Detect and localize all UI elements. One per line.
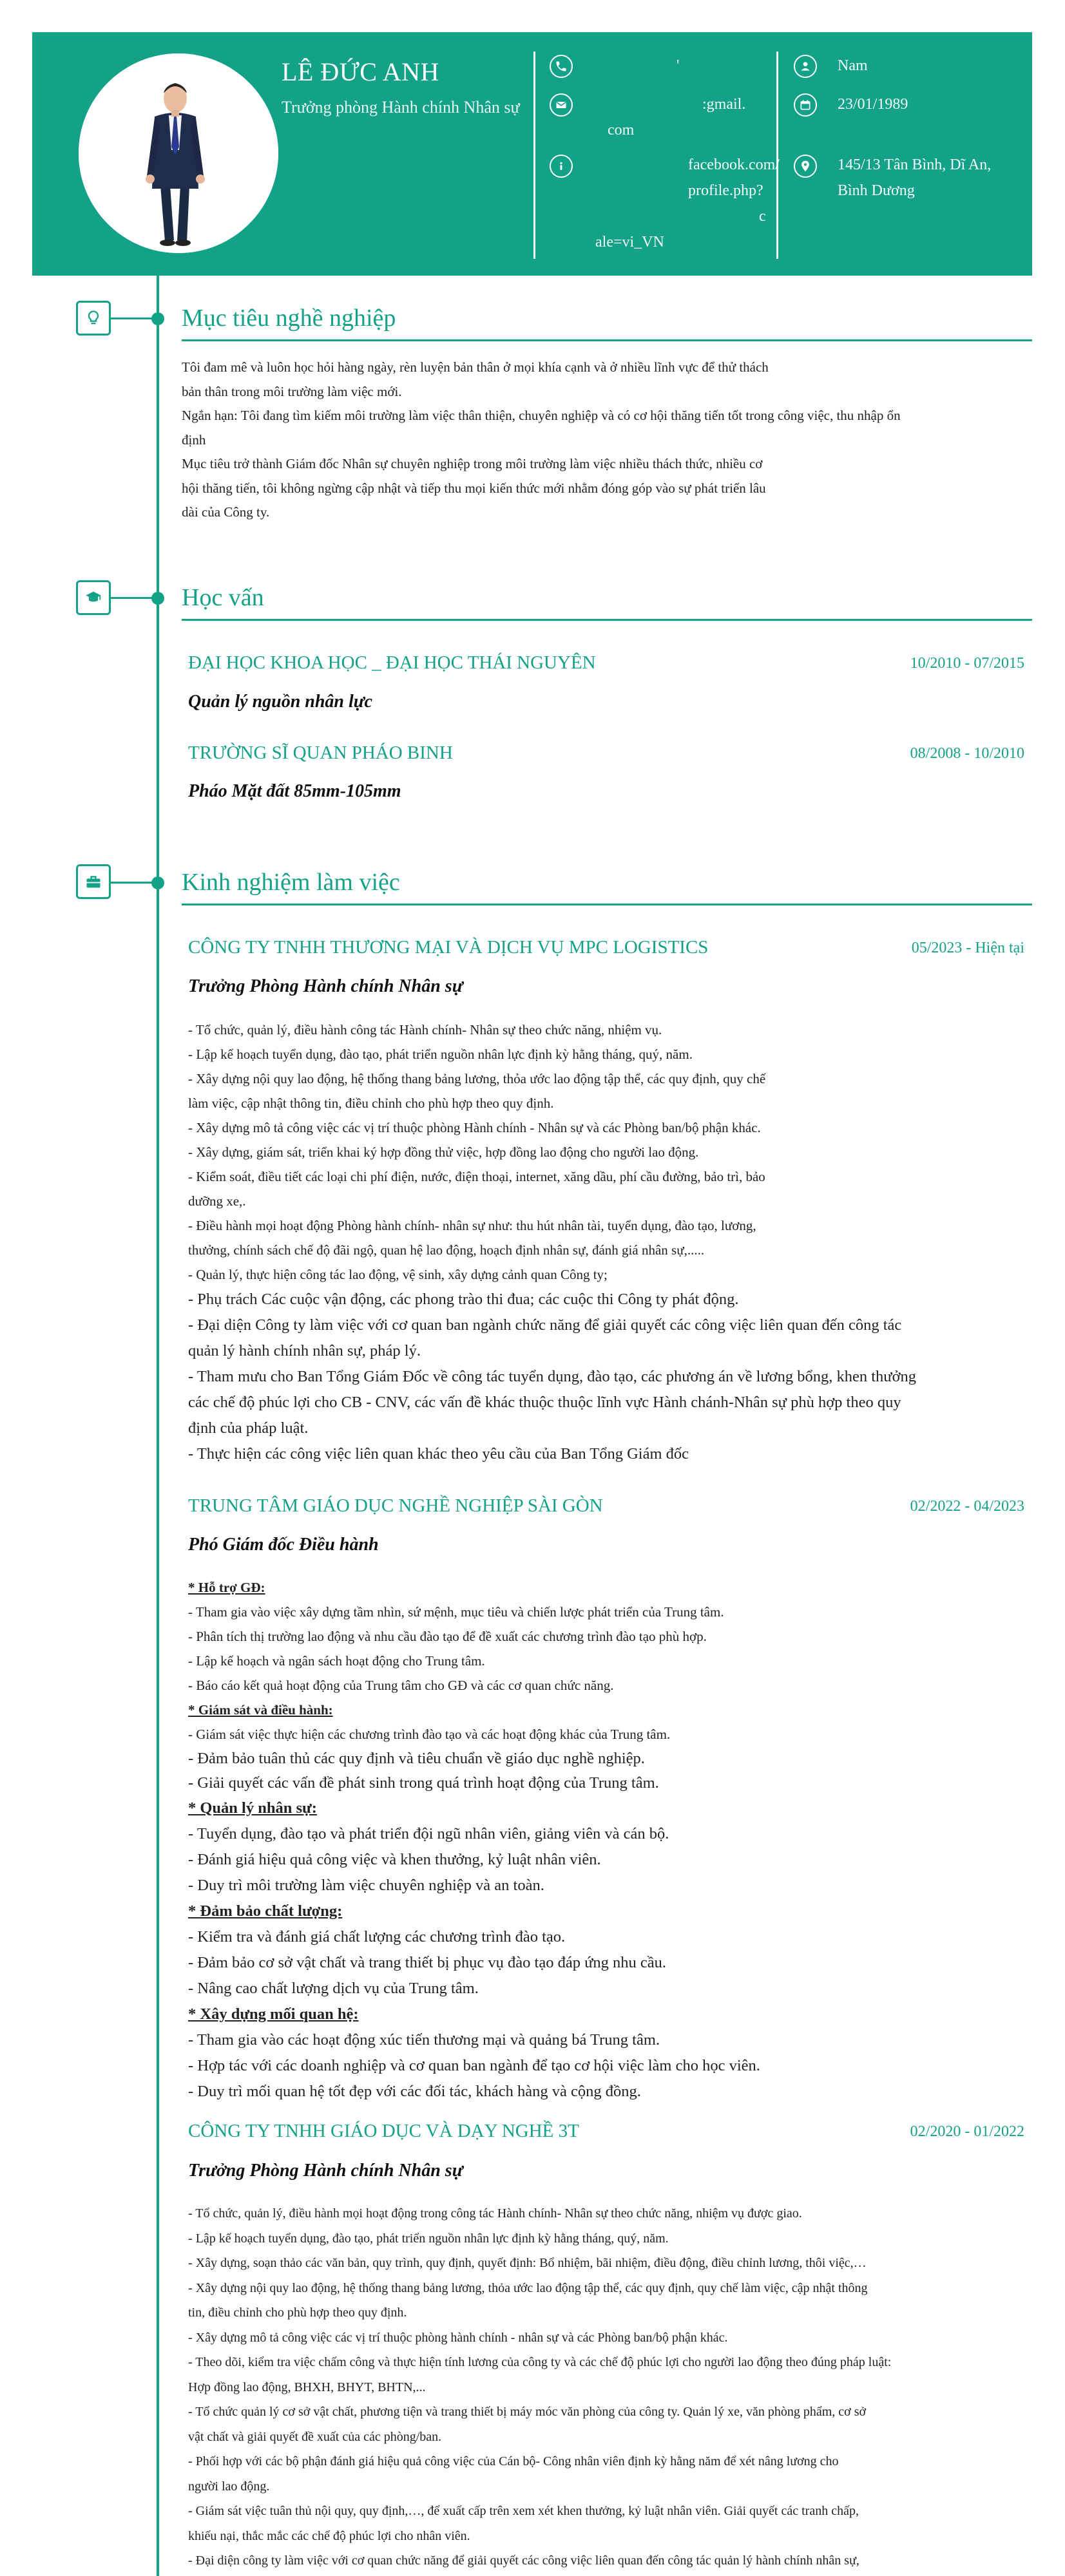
company-name: CÔNG TY TNHH THƯƠNG MẠI VÀ DỊCH VỤ MPC LOGISTICS	[188, 937, 709, 958]
objective-line: Mục tiêu trở thành Giám đốc Nhân sự chuyên nghiệp trong môi trường làm việc nhiều thách thức, nhiều cơ	[182, 456, 763, 471]
duty-line: người lao động.	[188, 2479, 270, 2494]
duty-line: - Thực hiện các công việc liên quan khác theo yêu cầu của Ban Tổng Giám đốc	[188, 1445, 689, 1463]
job-role: Trưởng Phòng Hành chính Nhân sự	[188, 976, 463, 996]
education-major: Pháo Mặt đất 85mm-105mm	[188, 781, 401, 801]
duty-line: - Theo dõi, kiểm tra việc chấm công và thực hiện tính lương của công ty và các chế độ phúc lợi cho người lao động theo đúng pháp luật:	[188, 2355, 892, 2369]
duty-line: - Phụ trách Các cuộc vận động, các phong trào thi đua; các cuộc thi Công ty phát động.	[188, 1291, 739, 1308]
timeline-dot	[151, 312, 164, 325]
duty-line: - Xây dựng nội quy lao động, hệ thống thang bảng lương, thỏa ước lao động tập thể, các quy định, quy chế làm việc, cập nhật thông	[188, 2280, 868, 2295]
objective-line: bản thân trong môi trường làm việc mới.	[182, 383, 402, 399]
duty-line: - Lập kế hoạch và ngân sách hoạt động cho Trung tâm.	[188, 1653, 485, 1669]
education-title: Học vấn	[182, 584, 264, 611]
job-role: Phó Giám đốc Điều hành	[188, 1535, 379, 1555]
address-line-1: 145/13 Tân Bình, Dĩ An,	[838, 156, 992, 173]
education-dates: 10/2010 - 07/2015	[910, 655, 1024, 672]
objective-line: Ngắn hạn: Tôi đang tìm kiếm môi trường làm việc thân thiện, chuyên nghiệp và có cơ hội thăng tiến tốt trong công việc, thu nhập ổn	[182, 408, 901, 423]
user-icon	[794, 55, 817, 78]
duty-line: - Tham gia vào việc xây dựng tầm nhìn, sứ mệnh, mục tiêu và chiến lược phát triển của Trung tâm.	[188, 1604, 724, 1620]
duty-line: - Đánh giá hiệu quả công việc và khen thưởng, kỷ luật nhân viên.	[188, 1851, 601, 1868]
location-pin-icon	[794, 155, 817, 178]
duty-heading: * Quản lý nhân sự:	[188, 1799, 317, 1817]
duty-line: - Xây dựng nội quy lao động, hệ thống thang bảng lương, thỏa ước lao động tập thể, các quy định, quy chế	[188, 1071, 766, 1086]
email-line-1: :gmail.	[702, 96, 746, 113]
duty-heading: * Giám sát và điều hành:	[188, 1702, 333, 1718]
duty-line: - Đảm bảo tuân thủ các quy định và tiêu chuẩn về giáo dục nghề nghiệp.	[188, 1750, 645, 1767]
duty-line: - Phối hợp với các bộ phận đánh giá hiệu quả công việc của Cán bộ- Công nhân viên định kỳ hằng năm để xét nâng lương cho	[188, 2454, 839, 2468]
duty-line: quản lý hành chính nhân sự, pháp lý.	[188, 1342, 421, 1359]
full-name: LÊ ĐỨC ANH	[282, 57, 439, 86]
duty-line: - Tổ chức, quản lý, điều hành mọi hoạt động trong công tác Hành chính- Nhân sự theo chức năng, nhiệm vụ được giao.	[188, 2206, 802, 2221]
duty-line: - Giám sát việc tuân thủ nội quy, quy định,…, để xuất cấp trên xem xét khen thưởng, kỷ luật nhân viên. Giải quyết các tranh chấp,	[188, 2504, 859, 2518]
school-name: TRƯỜNG SĨ QUAN PHÁO BINH	[188, 743, 453, 763]
lightbulb-icon	[76, 301, 111, 336]
duty-line: - Tuyển dụng, đào tạo và phát triển đội ngũ nhân viên, giảng viên và cán bộ.	[188, 1825, 669, 1842]
header-divider	[533, 52, 535, 259]
section-rule	[182, 904, 1032, 905]
job-duties	[188, 1018, 1032, 1467]
objective-line: định	[182, 431, 206, 448]
section-connector	[111, 317, 155, 319]
duty-line: - Kiểm soát, điều tiết các loại chi phí điện, nước, điện thoại, internet, xăng dầu, phí cầu đường, bảo trì, bảo	[188, 1169, 765, 1184]
duty-line: làm việc, cập nhật thông tin, điều chỉnh cho phù hợp theo quy định.	[188, 1095, 554, 1111]
company-name: CÔNG TY TNHH GIÁO DỤC VÀ DẠY NGHỀ 3T	[188, 2121, 579, 2141]
school-name: ĐẠI HỌC KHOA HỌC _ ĐẠI HỌC THÁI NGUYÊN	[188, 652, 596, 673]
duty-line: - Đại diện công ty làm việc với cơ quan chức năng để giải quyết các công việc liên quan đến công tác quản lý hành chính nhân sự,	[188, 2553, 859, 2568]
mail-icon	[550, 93, 573, 117]
duty-line: - Đại diện Công ty làm việc với cơ quan ban ngành chức năng để giải quyết các công việc liên quan đến công tác	[188, 1316, 902, 1334]
timeline-line	[157, 276, 159, 2576]
job-dates: 02/2020 - 01/2022	[910, 2123, 1024, 2140]
job-dates: 05/2023 - Hiện tại	[911, 940, 1024, 956]
info-icon	[550, 155, 573, 178]
briefcase-icon	[76, 864, 111, 899]
job-duties	[188, 1575, 1032, 2105]
job-role: Trưởng Phòng Hành chính Nhân sự	[188, 2161, 463, 2181]
duty-line: - Lập kế hoạch tuyển dụng, đào tạo, phát triển nguồn nhân lực định kỳ hằng tháng, quý, năm.	[188, 2231, 669, 2246]
facebook-line-2: profile.php?	[688, 182, 763, 199]
duty-line: - Phân tích thị trường lao động và nhu cầu đào tạo để đề xuất các chương trình đào tạo phù hợp.	[188, 1629, 707, 1644]
duty-line: - Giám sát việc thực hiện các chương trình đào tạo và các hoạt động khác của Trung tâm.	[188, 1727, 671, 1742]
email-line-2: com	[608, 122, 635, 138]
duty-line: - Quản lý, thực hiện công tác lao động, vệ sinh, xây dựng cảnh quan Công ty;	[188, 1267, 608, 1282]
duty-line: dưỡng xe,.	[188, 1193, 246, 1209]
job-dates: 02/2022 - 04/2023	[910, 1498, 1024, 1515]
duty-line: - Xây dựng, soạn thảo các văn bản, quy trình, quy định, quyết định: Bổ nhiệm, bãi nhiệm, điều động, điều chỉnh lương, thôi việc,…	[188, 2256, 867, 2270]
duty-line: - Hợp tác với các doanh nghiệp và cơ quan ban ngành để tạo cơ hội việc làm cho học viên.	[188, 2057, 760, 2074]
duty-line: - Tổ chức, quản lý, điều hành công tác Hành chính- Nhân sự theo chức năng, nhiệm vụ.	[188, 1022, 662, 1037]
phone-icon	[550, 55, 573, 78]
gender-value: Nam	[838, 57, 868, 74]
section-connector	[111, 597, 155, 599]
phone-value: '	[676, 57, 680, 74]
duty-line: - Duy trì mối quan hệ tốt đẹp với các đối tác, khách hàng và cộng đồng.	[188, 2083, 641, 2100]
address-line-2: Bình Dương	[838, 182, 915, 199]
duty-line: - Nâng cao chất lượng dịch vụ của Trung tâm.	[188, 1980, 479, 1997]
facebook-line-1: facebook.com/	[688, 156, 780, 173]
duty-heading: * Hỗ trợ GĐ:	[188, 1580, 265, 1595]
job-title: Trưởng phòng Hành chính Nhân sự	[282, 98, 520, 117]
duty-line: - Kiểm tra và đánh giá chất lượng các chương trình đào tạo.	[188, 1928, 566, 1946]
duty-line: - Xây dựng mô tả công việc các vị trí thuộc phòng hành chính - nhân sự và các Phòng ban/bộ phận khác.	[188, 2330, 728, 2345]
duty-line: - Tham mưu cho Ban Tổng Giám Đốc về công tác tuyển dụng, đào tạo, các phương án về lương bổng, khen thưởng	[188, 1368, 917, 1385]
objective-line: Tôi đam mê và luôn học hỏi hàng ngày, rèn luyện bản thân ở mọi khía cạnh và ở nhiều lĩnh vực để thử thách	[182, 359, 769, 375]
duty-line: - Xây dựng, giám sát, triển khai ký hợp đồng thử việc, hợp đồng lao động cho người lao động.	[188, 1144, 699, 1160]
objective-line: dài của Công ty.	[182, 504, 270, 520]
timeline-dot	[151, 876, 164, 889]
graduation-cap-icon	[76, 580, 111, 615]
duty-line: định của pháp luật.	[188, 1419, 309, 1437]
duty-line: - Điều hành mọi hoạt động Phòng hành chính- nhân sự như: thu hút nhân tài, tuyển dụng, đào tạo, lương,	[188, 1218, 756, 1233]
company-name: TRUNG TÂM GIÁO DỤC NGHỀ NGHIỆP SÀI GÒN	[188, 1495, 603, 1516]
duty-line: - Lập kế hoạch tuyển dụng, đào tạo, phát triển nguồn nhân lực định kỳ hằng tháng, quý, năm.	[188, 1046, 693, 1062]
facebook-line-3: c	[759, 208, 766, 225]
education-dates: 08/2008 - 10/2010	[910, 745, 1024, 762]
section-connector	[111, 882, 155, 884]
duty-line: - Xây dựng mô tả công việc các vị trí thuộc phòng Hành chính - Nhân sự và các Phòng ban/bộ phận khác.	[188, 1120, 761, 1135]
objective-title: Mục tiêu nghề nghiệp	[182, 305, 396, 332]
education-major: Quản lý nguồn nhân lực	[188, 692, 372, 712]
duty-line: - Tổ chức quản lý cơ sở vật chất, phương tiện và trang thiết bị máy móc văn phòng của công ty. Quản lý xe, văn phòng phẩm, cơ sở	[188, 2405, 867, 2419]
timeline-dot	[151, 592, 164, 605]
duty-line: - Giải quyết các vấn đề phát sinh trong quá trình hoạt động của Trung tâm.	[188, 1774, 659, 1792]
experience-title: Kinh nghiệm làm việc	[182, 869, 400, 896]
duty-line: khiếu nại, thắc mắc các chế độ phúc lợi cho nhân viên.	[188, 2528, 470, 2543]
section-rule	[182, 619, 1032, 621]
duty-heading: * Xây dựng mối quan hệ:	[188, 2005, 359, 2023]
calendar-icon	[794, 93, 817, 117]
section-rule	[182, 339, 1032, 341]
objective-line: hội thăng tiến, tôi không ngừng cập nhật và tiếp thu mọi kiến thức mới nhằm đóng góp vào sự phát triển lâu	[182, 480, 766, 496]
duty-heading: * Đảm bảo chất lượng:	[188, 1902, 343, 1920]
portrait-photo	[79, 53, 278, 253]
facebook-line-4: ale=vi_VN	[595, 234, 664, 251]
job-duties	[188, 2201, 1032, 2573]
duty-line: - Duy trì môi trường làm việc chuyên nghiệp và an toàn.	[188, 1877, 544, 1894]
duty-line: - Báo cáo kết quả hoạt động của Trung tâm cho GĐ và các cơ quan chức năng.	[188, 1678, 614, 1693]
duty-line: các chế độ phúc lợi cho CB - CNV, các vấn đề khác thuộc thuộc lĩnh vực Hành chánh-Nhân sự phù hợp theo quy	[188, 1394, 901, 1411]
objective-text	[182, 355, 1039, 525]
duty-line: - Tham gia vào các hoạt động xúc tiến thương mại và quảng bá Trung tâm.	[188, 2031, 660, 2049]
resume-header	[32, 32, 1032, 276]
duty-line: tin, điều chỉnh cho phù hợp theo quy định.	[188, 2306, 407, 2320]
duty-line: vật chất và giải quyết đề xuất của các phòng/ban.	[188, 2429, 442, 2444]
duty-line: thưởng, chính sách chế độ đãi ngộ, quan hệ lao động, hoạch định nhân sự, đánh giá nhân sự,.....	[188, 1242, 705, 1258]
duty-line: Hợp đồng lao động, BHXH, BHYT, BHTN,...	[188, 2380, 426, 2394]
duty-line: - Đảm bảo cơ sở vật chất và trang thiết bị phục vụ đào tạo đáp ứng nhu cầu.	[188, 1954, 666, 1971]
birthday-value: 23/01/1989	[838, 96, 908, 113]
